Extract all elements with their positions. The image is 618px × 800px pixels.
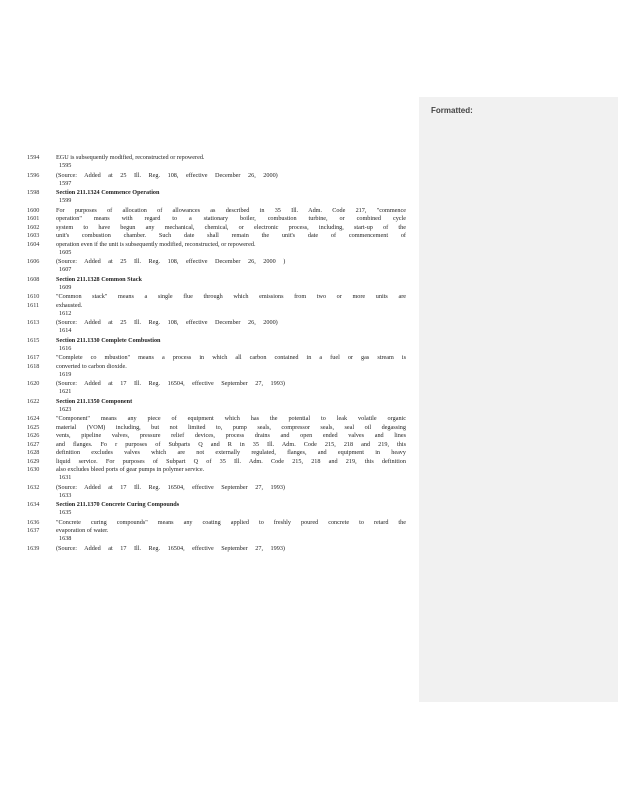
text-line: evaporation of water. bbox=[56, 527, 109, 534]
line-number: 1604 bbox=[27, 240, 40, 248]
line-number: 1617 bbox=[27, 354, 40, 361]
line-number: 1608 bbox=[27, 275, 40, 283]
line-number: 1639 bbox=[27, 544, 40, 552]
text-line: exhausted. bbox=[56, 301, 83, 309]
sub-line-number: 1612 bbox=[59, 309, 72, 317]
sub-line-number: 1605 bbox=[59, 248, 72, 256]
sub-line-number: 1607 bbox=[59, 266, 72, 273]
line-number: 1618 bbox=[27, 362, 40, 370]
line-number: 1601 bbox=[27, 215, 40, 222]
line-number: 1610 bbox=[27, 293, 40, 300]
line-number: 1603 bbox=[27, 232, 40, 239]
text-line: liquid service. For purposes of Subpart Q of 35 Ill. Adm. Code 215, 218 and 219, this definition bbox=[56, 457, 406, 465]
section-heading: Section 211.1370 Concrete Curing Compounds bbox=[56, 501, 180, 508]
text-line: For purposes of allocation of allowances as described in 35 Ill. Adm. Code 217, "commence bbox=[56, 206, 406, 214]
sub-line-number: 1619 bbox=[59, 370, 72, 378]
line-number: 1598 bbox=[27, 189, 40, 196]
text-line: "Common stack" means a single flue through which emissions from two or more units are bbox=[56, 293, 406, 300]
line-number: 1634 bbox=[27, 501, 40, 508]
sub-line-number: 1614 bbox=[59, 327, 72, 334]
text-line: "Concrete curing compounds" means any coating applied to freshly poured concrete to retard the bbox=[56, 518, 406, 526]
text-line: "Complete co mbustion" means a process in which all carbon contained in a fuel or gas stream is bbox=[56, 354, 406, 361]
text-line: definition excludes valves which are not externally regulated, flanges, and equipment in heavy bbox=[56, 449, 406, 456]
text-line: EGU is subsequently modified, reconstructed or repowered. bbox=[56, 154, 205, 161]
line-number: 1626 bbox=[27, 432, 40, 439]
text-line: unit's combustion chamber. Such date shall remain the unit's date of commencement of bbox=[56, 232, 406, 239]
text-line: (Source: Added at 25 Ill. Reg. 108, effective December 26, 2000) bbox=[56, 171, 278, 179]
section-heading: Section 211.1330 Complete Combustion bbox=[56, 336, 161, 344]
comment-pane-title: Formatted: bbox=[431, 106, 473, 115]
sub-line-number: 1631 bbox=[59, 474, 72, 481]
sub-line-number: 1599 bbox=[59, 197, 72, 204]
text-line: also excludes bleed ports of gear pumps in polymer service. bbox=[56, 466, 205, 473]
line-number: 1629 bbox=[27, 457, 40, 465]
sub-line-number: 1635 bbox=[59, 509, 72, 516]
text-line: "Component" means any piece of equipment which has the potential to leak volatile organic bbox=[56, 415, 406, 422]
line-number: 1628 bbox=[27, 449, 40, 456]
line-number: 1625 bbox=[27, 423, 40, 431]
sub-line-number: 1621 bbox=[59, 388, 72, 395]
text-line: (Source: Added at 17 Ill. Reg. 16504, effective September 27, 1993) bbox=[56, 544, 285, 552]
section-heading: Section 211.1350 Component bbox=[56, 397, 133, 405]
sub-line-number: 1633 bbox=[59, 491, 72, 499]
line-number: 1636 bbox=[27, 518, 40, 526]
sub-line-number: 1595 bbox=[59, 162, 72, 169]
text-line: (Source: Added at 25 Ill. Reg. 108, effective December 26, 2000 ) bbox=[56, 258, 286, 265]
line-number: 1637 bbox=[27, 527, 40, 534]
line-number: 1624 bbox=[27, 415, 40, 422]
sub-line-number: 1597 bbox=[59, 179, 72, 187]
sub-line-number: 1623 bbox=[59, 405, 72, 413]
line-number: 1622 bbox=[27, 397, 40, 405]
text-line: system to have begun any mechanical, chemical, or electronic process, including, start-up of the bbox=[56, 223, 406, 231]
line-number: 1627 bbox=[27, 440, 40, 448]
text-line: operation" means with regard to a stationary boiler, combustion turbine, or combined cycle bbox=[56, 215, 406, 222]
sub-line-number: 1616 bbox=[59, 344, 72, 352]
line-number: 1632 bbox=[27, 483, 40, 491]
line-number: 1611 bbox=[27, 301, 40, 309]
line-number: 1596 bbox=[27, 171, 40, 179]
line-number: 1630 bbox=[27, 466, 40, 473]
text-line: material (VOM) including, but not limited to, pump seals, compressor seals, seal oil degassing bbox=[56, 423, 406, 431]
text-line: converted to carbon dioxide. bbox=[56, 362, 127, 370]
text-line: operation even if the unit is subsequently modified, reconstructed, or repowered. bbox=[56, 240, 256, 248]
sub-line-number: 1609 bbox=[59, 283, 72, 291]
line-number: 1606 bbox=[27, 258, 40, 265]
text-line: and flanges. Fo r purposes of Subparts Q and R in 35 Ill. Adm. Code 215, 218 and 219, this bbox=[56, 440, 406, 448]
text-line: vents, pipeline valves, pressure relief devices, process drains and open ended valves and lines bbox=[56, 432, 406, 439]
text-line: (Source: Added at 17 Ill. Reg. 16504, effective September 27, 1993) bbox=[56, 380, 285, 387]
line-number: 1613 bbox=[27, 319, 40, 326]
line-number: 1594 bbox=[27, 154, 40, 161]
comment-pane[interactable] bbox=[419, 97, 618, 702]
line-number: 1602 bbox=[27, 223, 40, 231]
line-number: 1600 bbox=[27, 206, 40, 214]
section-heading: Section 211.1324 Commence Operation bbox=[56, 189, 160, 196]
text-line: (Source: Added at 25 Ill. Reg. 108, effective December 26, 2000) bbox=[56, 319, 278, 326]
line-number: 1615 bbox=[27, 336, 40, 344]
sub-line-number: 1638 bbox=[59, 535, 72, 542]
section-heading: Section 211.1328 Common Stack bbox=[56, 275, 142, 283]
line-number: 1620 bbox=[27, 380, 40, 387]
text-line: (Source: Added at 17 Ill. Reg. 16504, effective September 27, 1993) bbox=[56, 483, 285, 491]
